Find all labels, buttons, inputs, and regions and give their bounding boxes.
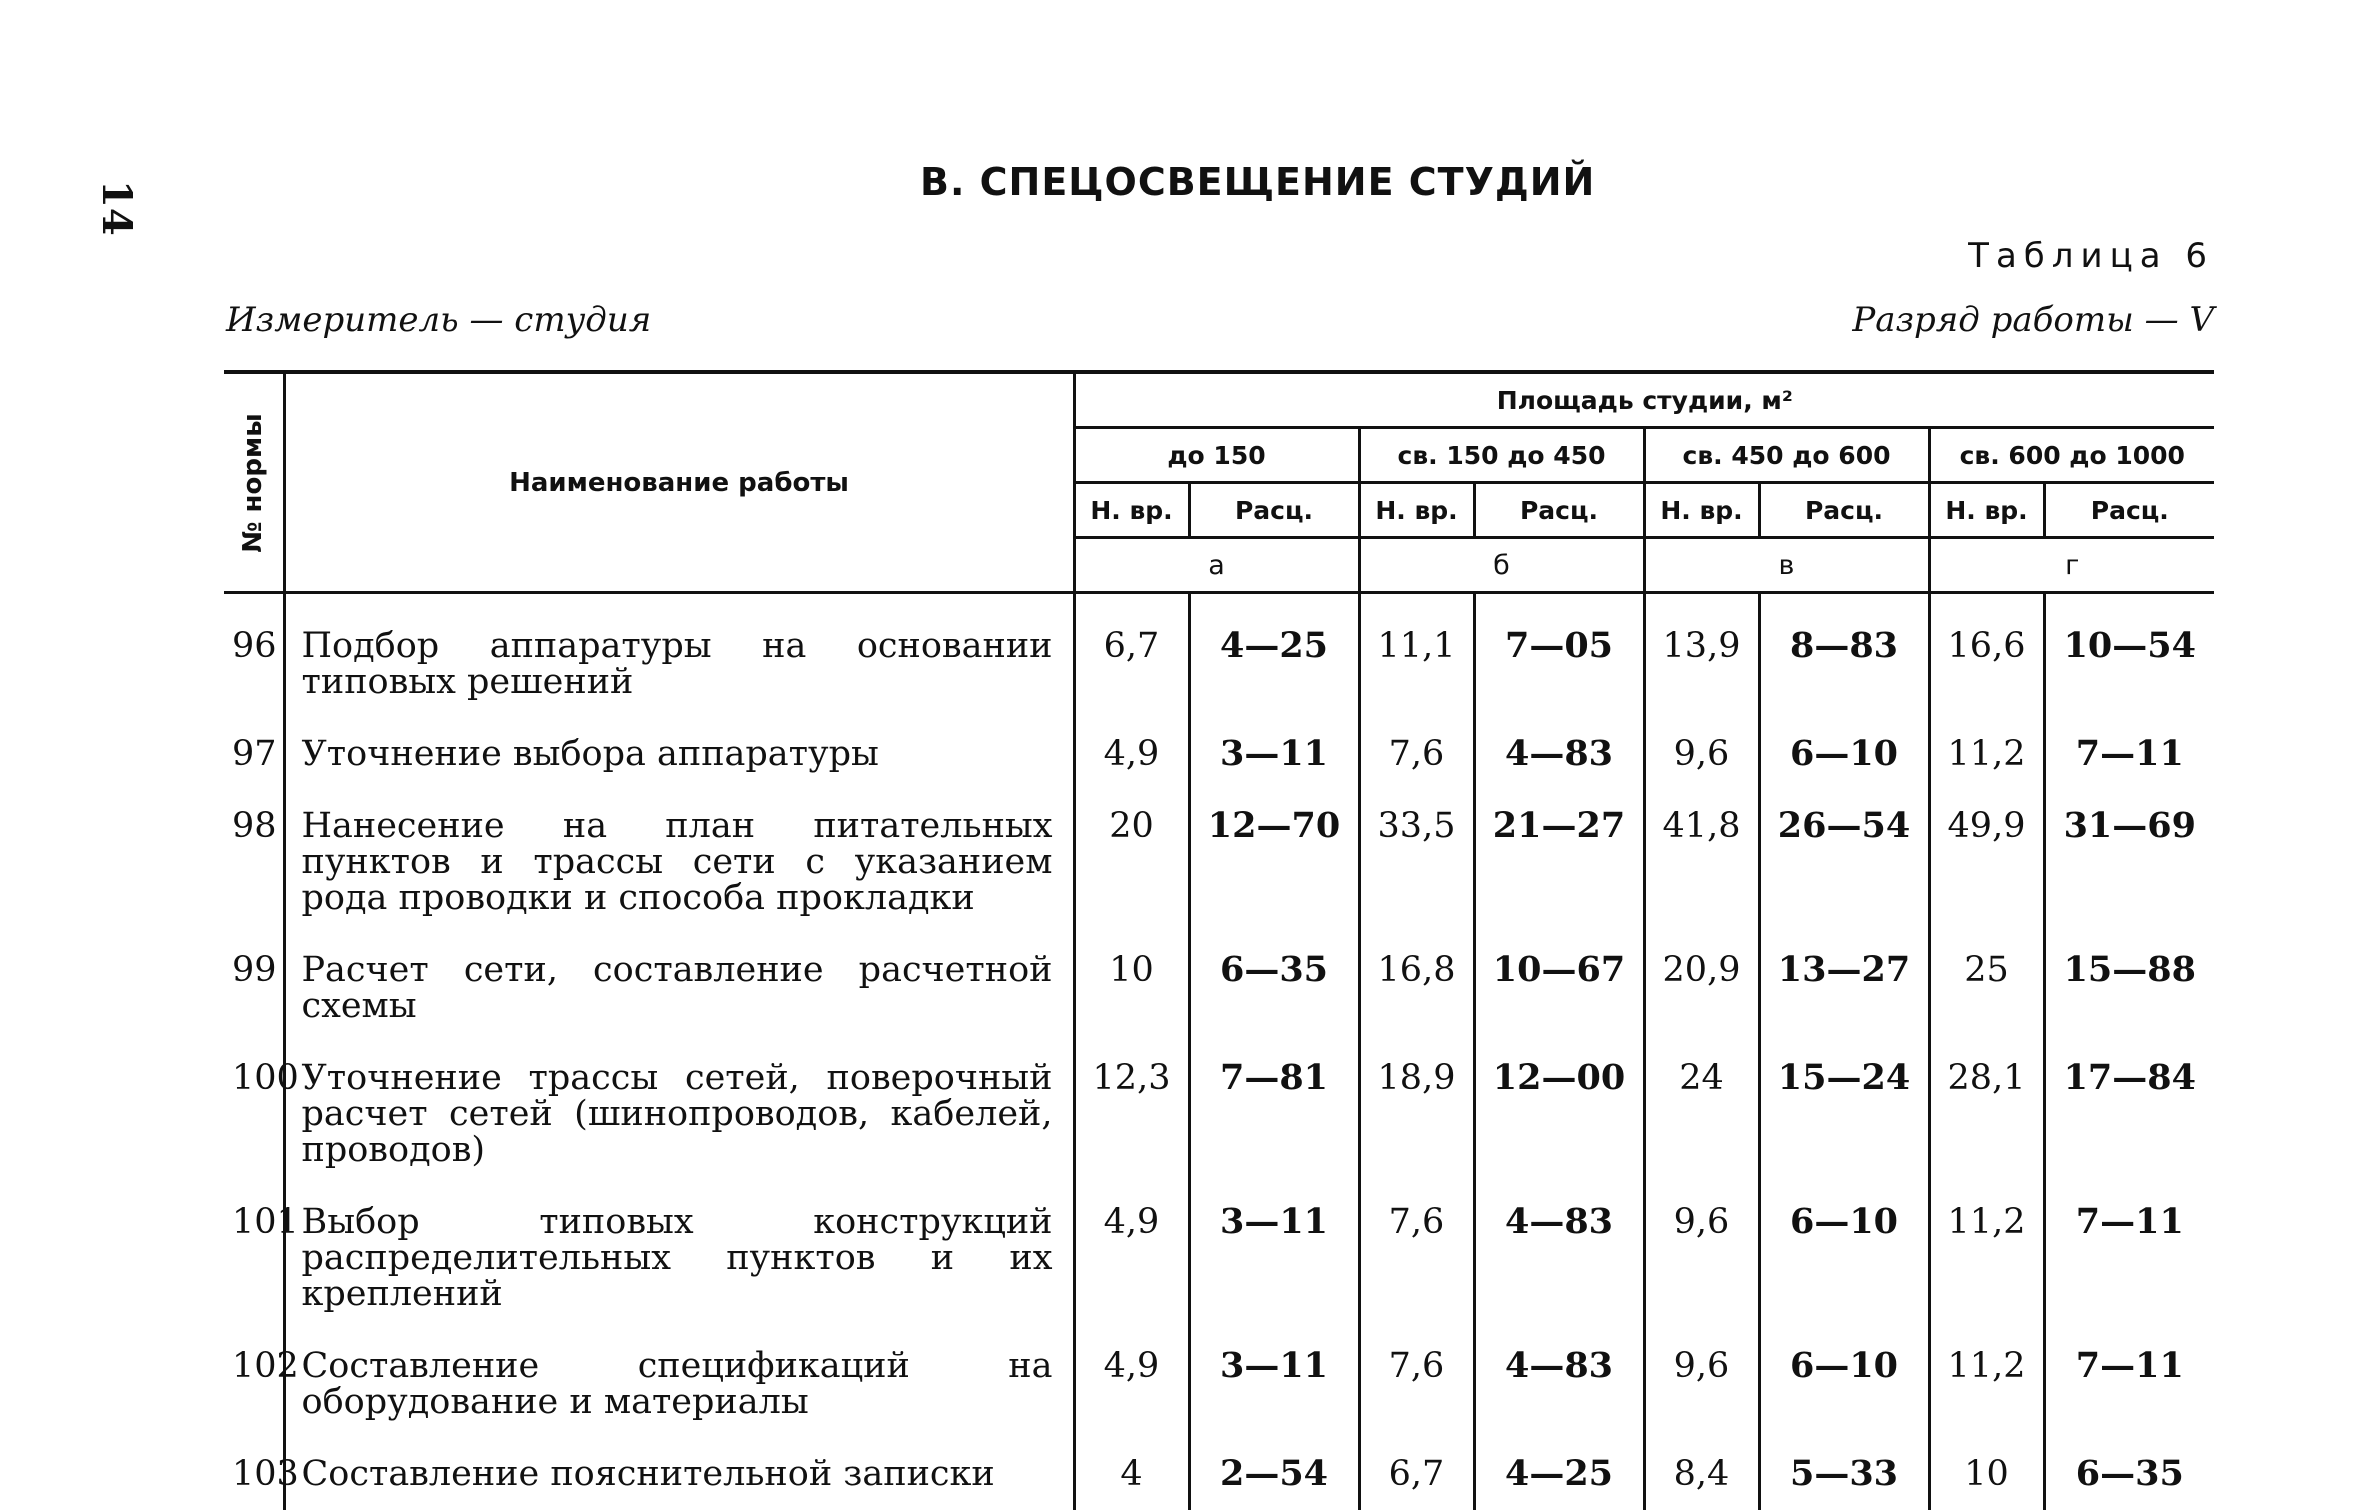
time-norm-value: 24 bbox=[1644, 1042, 1759, 1186]
work-grade-label: Разряд работы — V bbox=[1852, 300, 2214, 340]
rate-value: 7—05 bbox=[1474, 593, 1644, 719]
rate-header: Расц. bbox=[2044, 483, 2214, 538]
time-norm-value: 4,9 bbox=[1074, 718, 1189, 790]
section-title: В. СПЕЦОСВЕЩЕНИЕ СТУДИЙ bbox=[920, 160, 1595, 204]
time-norm-value: 49,9 bbox=[1929, 790, 2044, 934]
rate-value: 15—24 bbox=[1759, 1042, 1929, 1186]
table-row bbox=[224, 593, 2214, 719]
time-norm-value: 4,9 bbox=[1074, 1330, 1189, 1438]
table-body bbox=[224, 593, 2214, 1510]
norm-number: 102 bbox=[224, 1330, 284, 1438]
range-header: св. 150 до 450 bbox=[1359, 428, 1644, 483]
rate-header: Расц. bbox=[1759, 483, 1929, 538]
table-row bbox=[224, 934, 2214, 1042]
table-label: Таблица 6 bbox=[1968, 236, 2214, 276]
time-norm-value: 41,8 bbox=[1644, 790, 1759, 934]
range-header: до 150 bbox=[1074, 428, 1359, 483]
work-name: Уточнение трассы сетей, поверочный расчет сетей (шинопроводов, кабелей, проводов) bbox=[284, 1042, 1074, 1186]
column-letter: г bbox=[1929, 538, 2214, 593]
table-row bbox=[224, 790, 2214, 934]
time-norm-value: 6,7 bbox=[1074, 593, 1189, 719]
rate-value: 17—84 bbox=[2044, 1042, 2214, 1186]
time-norm-value: 7,6 bbox=[1359, 1186, 1474, 1330]
time-norm-value: 25 bbox=[1929, 934, 2044, 1042]
rate-header: Расц. bbox=[1189, 483, 1359, 538]
time-norm-header: Н. вр. bbox=[1074, 483, 1189, 538]
time-norm-value: 20,9 bbox=[1644, 934, 1759, 1042]
rate-value: 3—11 bbox=[1189, 1330, 1359, 1438]
page-number: 14 bbox=[93, 180, 140, 236]
time-norm-value: 9,6 bbox=[1644, 718, 1759, 790]
range-header: св. 450 до 600 bbox=[1644, 428, 1929, 483]
time-norm-header: Н. вр. bbox=[1644, 483, 1759, 538]
time-norm-value: 12,3 bbox=[1074, 1042, 1189, 1186]
table-row bbox=[224, 718, 2214, 790]
work-name: Уточнение выбора аппаратуры bbox=[284, 718, 1074, 790]
time-norm-value: 11,2 bbox=[1929, 718, 2044, 790]
time-norm-header: Н. вр. bbox=[1929, 483, 2044, 538]
rate-value: 5—33 bbox=[1759, 1438, 1929, 1510]
time-norm-value: 11,2 bbox=[1929, 1186, 2044, 1330]
rate-value: 7—11 bbox=[2044, 1330, 2214, 1438]
rate-header: Расц. bbox=[1474, 483, 1644, 538]
norms-table bbox=[224, 370, 2214, 1510]
rate-value: 4—83 bbox=[1474, 1186, 1644, 1330]
time-norm-value: 13,9 bbox=[1644, 593, 1759, 719]
work-name-header: Наименование работы bbox=[284, 372, 1074, 593]
time-norm-value: 7,6 bbox=[1359, 718, 1474, 790]
rate-value: 4—83 bbox=[1474, 1330, 1644, 1438]
time-norm-value: 20 bbox=[1074, 790, 1189, 934]
time-norm-value: 10 bbox=[1929, 1438, 2044, 1510]
area-header: Площадь студии, м² bbox=[1074, 372, 2214, 428]
rate-value: 10—67 bbox=[1474, 934, 1644, 1042]
column-letter: в bbox=[1644, 538, 1929, 593]
rate-value: 10—54 bbox=[2044, 593, 2214, 719]
rate-value: 7—11 bbox=[2044, 1186, 2214, 1330]
meter-label: Измеритель — студия bbox=[226, 300, 651, 340]
rate-value: 4—25 bbox=[1474, 1438, 1644, 1510]
time-norm-value: 4,9 bbox=[1074, 1186, 1189, 1330]
rate-value: 4—83 bbox=[1474, 718, 1644, 790]
time-norm-value: 16,6 bbox=[1929, 593, 2044, 719]
rate-value: 3—11 bbox=[1189, 718, 1359, 790]
work-name: Расчет сети, составление расчетной схемы bbox=[284, 934, 1074, 1042]
time-norm-value: 16,8 bbox=[1359, 934, 1474, 1042]
table-row bbox=[224, 1186, 2214, 1330]
rate-value: 2—54 bbox=[1189, 1438, 1359, 1510]
norm-number: 100 bbox=[224, 1042, 284, 1186]
work-name: Подбор аппаратуры на основании типовых решений bbox=[284, 593, 1074, 719]
rate-value: 21—27 bbox=[1474, 790, 1644, 934]
norm-number: 98 bbox=[224, 790, 284, 934]
norm-number-header: № нормы bbox=[224, 372, 284, 593]
rate-value: 3—11 bbox=[1189, 1186, 1359, 1330]
work-name: Нанесение на план питательных пунктов и трассы сети с указанием рода проводки и способа прокладки bbox=[284, 790, 1074, 934]
time-norm-value: 10 bbox=[1074, 934, 1189, 1042]
rate-value: 7—11 bbox=[2044, 718, 2214, 790]
time-norm-value: 11,2 bbox=[1929, 1330, 2044, 1438]
rate-value: 15—88 bbox=[2044, 934, 2214, 1042]
time-norm-value: 4 bbox=[1074, 1438, 1189, 1510]
time-norm-value: 28,1 bbox=[1929, 1042, 2044, 1186]
work-name: Составление спецификаций на оборудование и материалы bbox=[284, 1330, 1074, 1438]
rate-value: 8—83 bbox=[1759, 593, 1929, 719]
work-name: Выбор типовых конструкций распределительных пунктов и их креплений bbox=[284, 1186, 1074, 1330]
table-header bbox=[224, 372, 2214, 593]
table-row bbox=[224, 1438, 2214, 1510]
norm-number: 97 bbox=[224, 718, 284, 790]
norm-number: 103 bbox=[224, 1438, 284, 1510]
rate-value: 6—10 bbox=[1759, 1330, 1929, 1438]
rate-value: 7—81 bbox=[1189, 1042, 1359, 1186]
work-name: Составление пояснительной записки bbox=[284, 1438, 1074, 1510]
time-norm-value: 18,9 bbox=[1359, 1042, 1474, 1186]
rate-value: 26—54 bbox=[1759, 790, 1929, 934]
time-norm-header: Н. вр. bbox=[1359, 483, 1474, 538]
rate-value: 12—70 bbox=[1189, 790, 1359, 934]
rate-value: 6—35 bbox=[2044, 1438, 2214, 1510]
time-norm-value: 7,6 bbox=[1359, 1330, 1474, 1438]
rate-value: 6—10 bbox=[1759, 1186, 1929, 1330]
column-letter: а bbox=[1074, 538, 1359, 593]
table-row bbox=[224, 1330, 2214, 1438]
rate-value: 4—25 bbox=[1189, 593, 1359, 719]
time-norm-value: 9,6 bbox=[1644, 1186, 1759, 1330]
norm-number: 99 bbox=[224, 934, 284, 1042]
norm-number: 101 bbox=[224, 1186, 284, 1330]
time-norm-value: 9,6 bbox=[1644, 1330, 1759, 1438]
range-header: св. 600 до 1000 bbox=[1929, 428, 2214, 483]
rate-value: 6—35 bbox=[1189, 934, 1359, 1042]
rate-value: 13—27 bbox=[1759, 934, 1929, 1042]
time-norm-value: 33,5 bbox=[1359, 790, 1474, 934]
time-norm-value: 8,4 bbox=[1644, 1438, 1759, 1510]
norm-number: 96 bbox=[224, 593, 284, 719]
table-row bbox=[224, 1042, 2214, 1186]
time-norm-value: 6,7 bbox=[1359, 1438, 1474, 1510]
rate-value: 6—10 bbox=[1759, 718, 1929, 790]
time-norm-value: 11,1 bbox=[1359, 593, 1474, 719]
rate-value: 31—69 bbox=[2044, 790, 2214, 934]
rate-value: 12—00 bbox=[1474, 1042, 1644, 1186]
column-letter: б bbox=[1359, 538, 1644, 593]
